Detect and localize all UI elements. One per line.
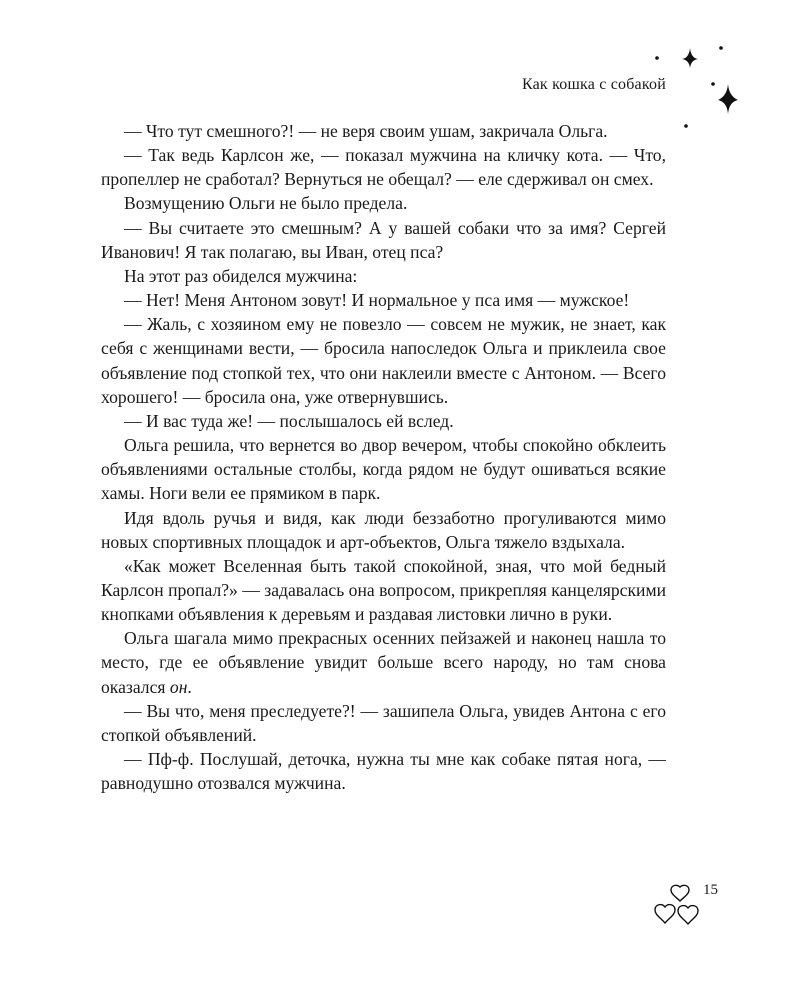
paragraph: Идя вдоль ручья и видя, как люди беззаботно прогуливаются мимо новых спортивных площадок и арт-объектов, Ольга тяжело вздыхала.	[101, 507, 666, 552]
paragraph-text-end: .	[187, 676, 192, 697]
paragraph: — И вас туда же! — послышалось ей вслед.	[124, 410, 454, 431]
paragraph	[101, 626, 666, 698]
paragraph: Ольга решила, что вернется во двор вечером, чтобы спокойно обклеить объявлениями остальные столбы, когда рядом не будут ошиваться всякие хамы. Ноги вели ее прямиком в парк.	[101, 435, 666, 504]
paragraph: — Нет! Меня Антоном зовут! И нормальное у пса имя — мужское!	[124, 290, 630, 311]
paragraph: — Пф-ф. Послушай, деточка, нужна ты мне как собаке пятая нога, — равнодушно отозвался мужчина.	[101, 749, 666, 794]
body-text	[101, 119, 666, 795]
paragraph: — Что тут смешного?! — не веря своим ушам, закричала Ольга.	[124, 121, 608, 141]
paragraph: Возмущению Ольги не было предела.	[124, 193, 408, 214]
paragraph: «Как может Вселенная быть такой спокойной, зная, что мой бедный Карлсон пропал?» — задавалась она вопросом, прикрепляя канцелярскими кнопками объявления к деревьям и раздавая листовки лично в руки.	[101, 555, 666, 625]
running-title: Как кошка с собакой	[521, 76, 666, 93]
page-number: 15	[703, 882, 718, 898]
paragraph: — Вы считаете это смешным? А у вашей собаки что за имя? Сергей Иванович! Я так полагаю, вы Иван, отец пса?	[101, 217, 666, 262]
paragraph: — Так ведь Карлсон же, — показал мужчина на кличку кота. — Что, пропеллер не сработал? Вернуться не обещал? — еле сдерживал он смех.	[101, 145, 666, 190]
paragraph: На этот раз обиделся мужчина:	[124, 265, 358, 286]
paragraph-text: Ольга шагала мимо прекрасных осенних пейзажей и наконец нашла то место, где ее объявление увидит больше всего народу, но там снова оказался	[101, 628, 666, 697]
emphasis-text: он	[169, 676, 188, 697]
paragraph: — Вы что, меня преследуете?! — зашипела Ольга, увидев Антона с его стопкой объявлений.	[101, 700, 666, 745]
paragraph: — Жаль, с хозяином ему не повезло — совсем не мужик, не знает, как себя с женщинами вести, — бросила напоследок Ольга и приклеила свое объявление под стопкой тех, что они наклеили вместе с Антоном. — Всего хорошего! — бросила она, уже отвернувшись.	[101, 314, 666, 407]
